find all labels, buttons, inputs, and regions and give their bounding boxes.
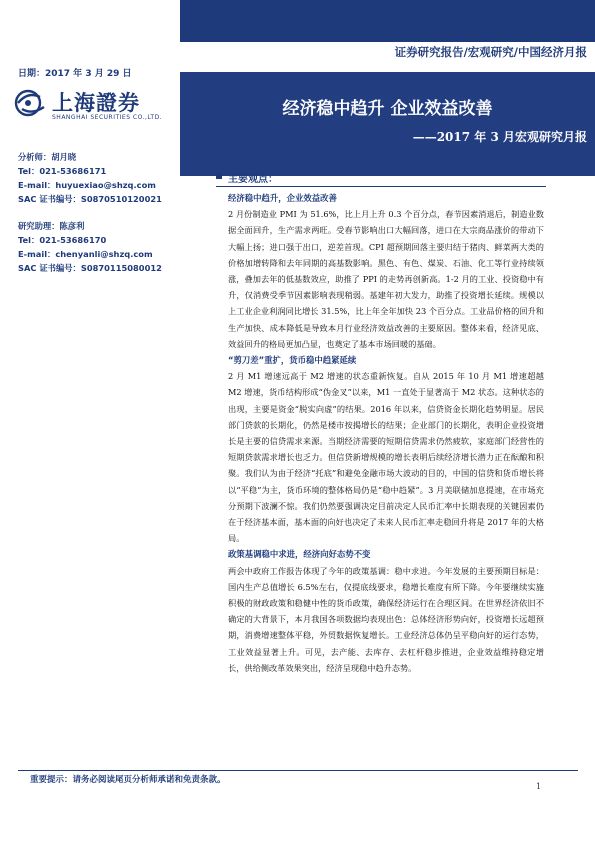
analyst-email[interactable]: E-mail：huyuexiao@shzq.com: [18, 180, 156, 190]
footer-divider: [18, 770, 578, 771]
analyst-tel: Tel：021-53686171: [18, 166, 107, 176]
section-paragraph: 两会中政府工作报告体现了今年的政策基调：稳中求进。今年发展的主要预期目标是：国内生产总值增长 6.5%左右，仅提底线要求，稳增长难度有所下降。今年要继续实施积极的财政政策和稳健中性的货币政策，确保经济运行在合理区间。在世界经济依旧不确定的大背景下，本月我国各项数据均表现出色：总体经济形势向好，投资增长远超预期，消费增速整体平稳，外贸数据恢复增长。工业经济总体仍呈平稳向好的运行态势，工业效益显著上升。可见，去产能、去库存、去杠杆稳步推进，企业效益维持稳定增长，供给侧改革效果突出，经济呈现稳中趋升态势。: [228, 565, 544, 673]
logo-mark-icon: [14, 87, 48, 119]
disclaimer-note: 重要提示：请务必阅读尾页分析师承诺和免责条款。: [30, 775, 226, 785]
bullet-square-icon: [216, 173, 222, 179]
report-body: [228, 190, 544, 676]
report-main-title: 经济稳中趋升 企业效益改善: [282, 99, 493, 119]
logo-text-en: SHANGHAI SECURITIES CO.,LTD.: [52, 114, 163, 121]
key-points-heading: 主要观点：: [228, 174, 278, 185]
analyst-sidebar: [18, 150, 178, 275]
assistant-role: 研究助理：陈彦利: [18, 221, 85, 231]
section-paragraph: 2 月份制造业 PMI 为 51.6%，比上月上升 0.3 个百分点，春节因素消退后，制造业数据全面回升，生产需求两旺。受春节影响出口大幅回落，进口在大宗商品涨价的带动下大幅上扬；进口强于出口，逆差首现。CPI 超预期回落主要归结于猪肉、鲜菜两大类的价格加增转降和去年同期的高基数影响。黑色、有色、煤炭、石油、化工等行业持续领涨，叠加去年的低基数效应，助推了 PPI 的走势再创新高。1-2 月的工业、投资稳中有升，仅消费受季节因素影响表现稍弱。基建年初大发力，助推了投资增长延续。规模以上工业企业利润同比增长 31.5%，比上年全年加快 23 个百分点。工业品价格的回升和生产加快、成本降低是导致本月行业经济效益改善的主要原因。整体来看，经济见底、效益回升的格局更加凸显，也奠定了基本市场回暖的基础。: [228, 209, 544, 349]
company-logo: [14, 87, 164, 127]
report-subtitle: ——2017 年 3 月宏观研究月报: [412, 130, 587, 144]
analyst-role: 分析师：胡月晓: [18, 152, 77, 162]
section-heading: “剪刀差”重扩，货币稳中趋紧延续: [228, 355, 357, 366]
section-paragraph: 2 月 M1 增速远高于 M2 增速的状态重新恢复。自从 2015 年 10 月 M1 增速超越 M2 增速，货币结构形成“伪金叉”以来，M1 一直处于显著高于 M2 状态。这种状态的出现，主要是资金“脱实向虚”的结果。2016 年以来，信贷资金长期化趋势明显。居民部门贷款的长期化，仍然是楼市按揭增长的结果；企业部门的长期化，表明企业投资增长是主要的信贷需求来源。当期经济需要的短期信贷需求仍然疲软，家庭部门经营性的短期贷款需求增长也乏力。但信贷新增规模的增长表明后续经济增长潜力正在酝酿和积聚。我们认为由于经济“托底”和避免金融市场大波动的目的，中国的信贷和货币增长将以“平稳”为主，货币环境的整体格局仍是“稳中趋紧”。3 月美联储加息提速，在市场充分预期下波澜不惊。我们仍然要强调决定目前决定人民币汇率中长期表现的关键因素仍在于经济基本面，基本面的向好也决定了未来人民币汇率走稳回升将是 2017 年的大格局。: [228, 371, 544, 544]
section-heading: 政策基调稳中求进，经济向好态势不变: [228, 549, 371, 560]
logo-text-cn: 上海證券: [52, 90, 140, 115]
report-date: 日期：2017 年 3 月 29 日: [18, 69, 132, 79]
report-series-title: 证券研究报告/宏观研究/中国经济月报: [394, 45, 587, 59]
top-banner: [180, 0, 595, 42]
divider: [216, 186, 546, 187]
analyst-sac: SAC 证书编号：S0870510120021: [18, 194, 162, 204]
section-heading: 经济稳中趋升，企业效益改善: [228, 193, 337, 203]
assistant-sac: SAC 证书编号：S0870115080012: [18, 263, 162, 273]
assistant-tel: Tel：021-53686170: [18, 235, 107, 245]
assistant-email[interactable]: E-mail：chenyanli@shzq.com: [18, 249, 153, 259]
title-banner: [180, 72, 595, 176]
page-number: 1: [536, 782, 542, 791]
